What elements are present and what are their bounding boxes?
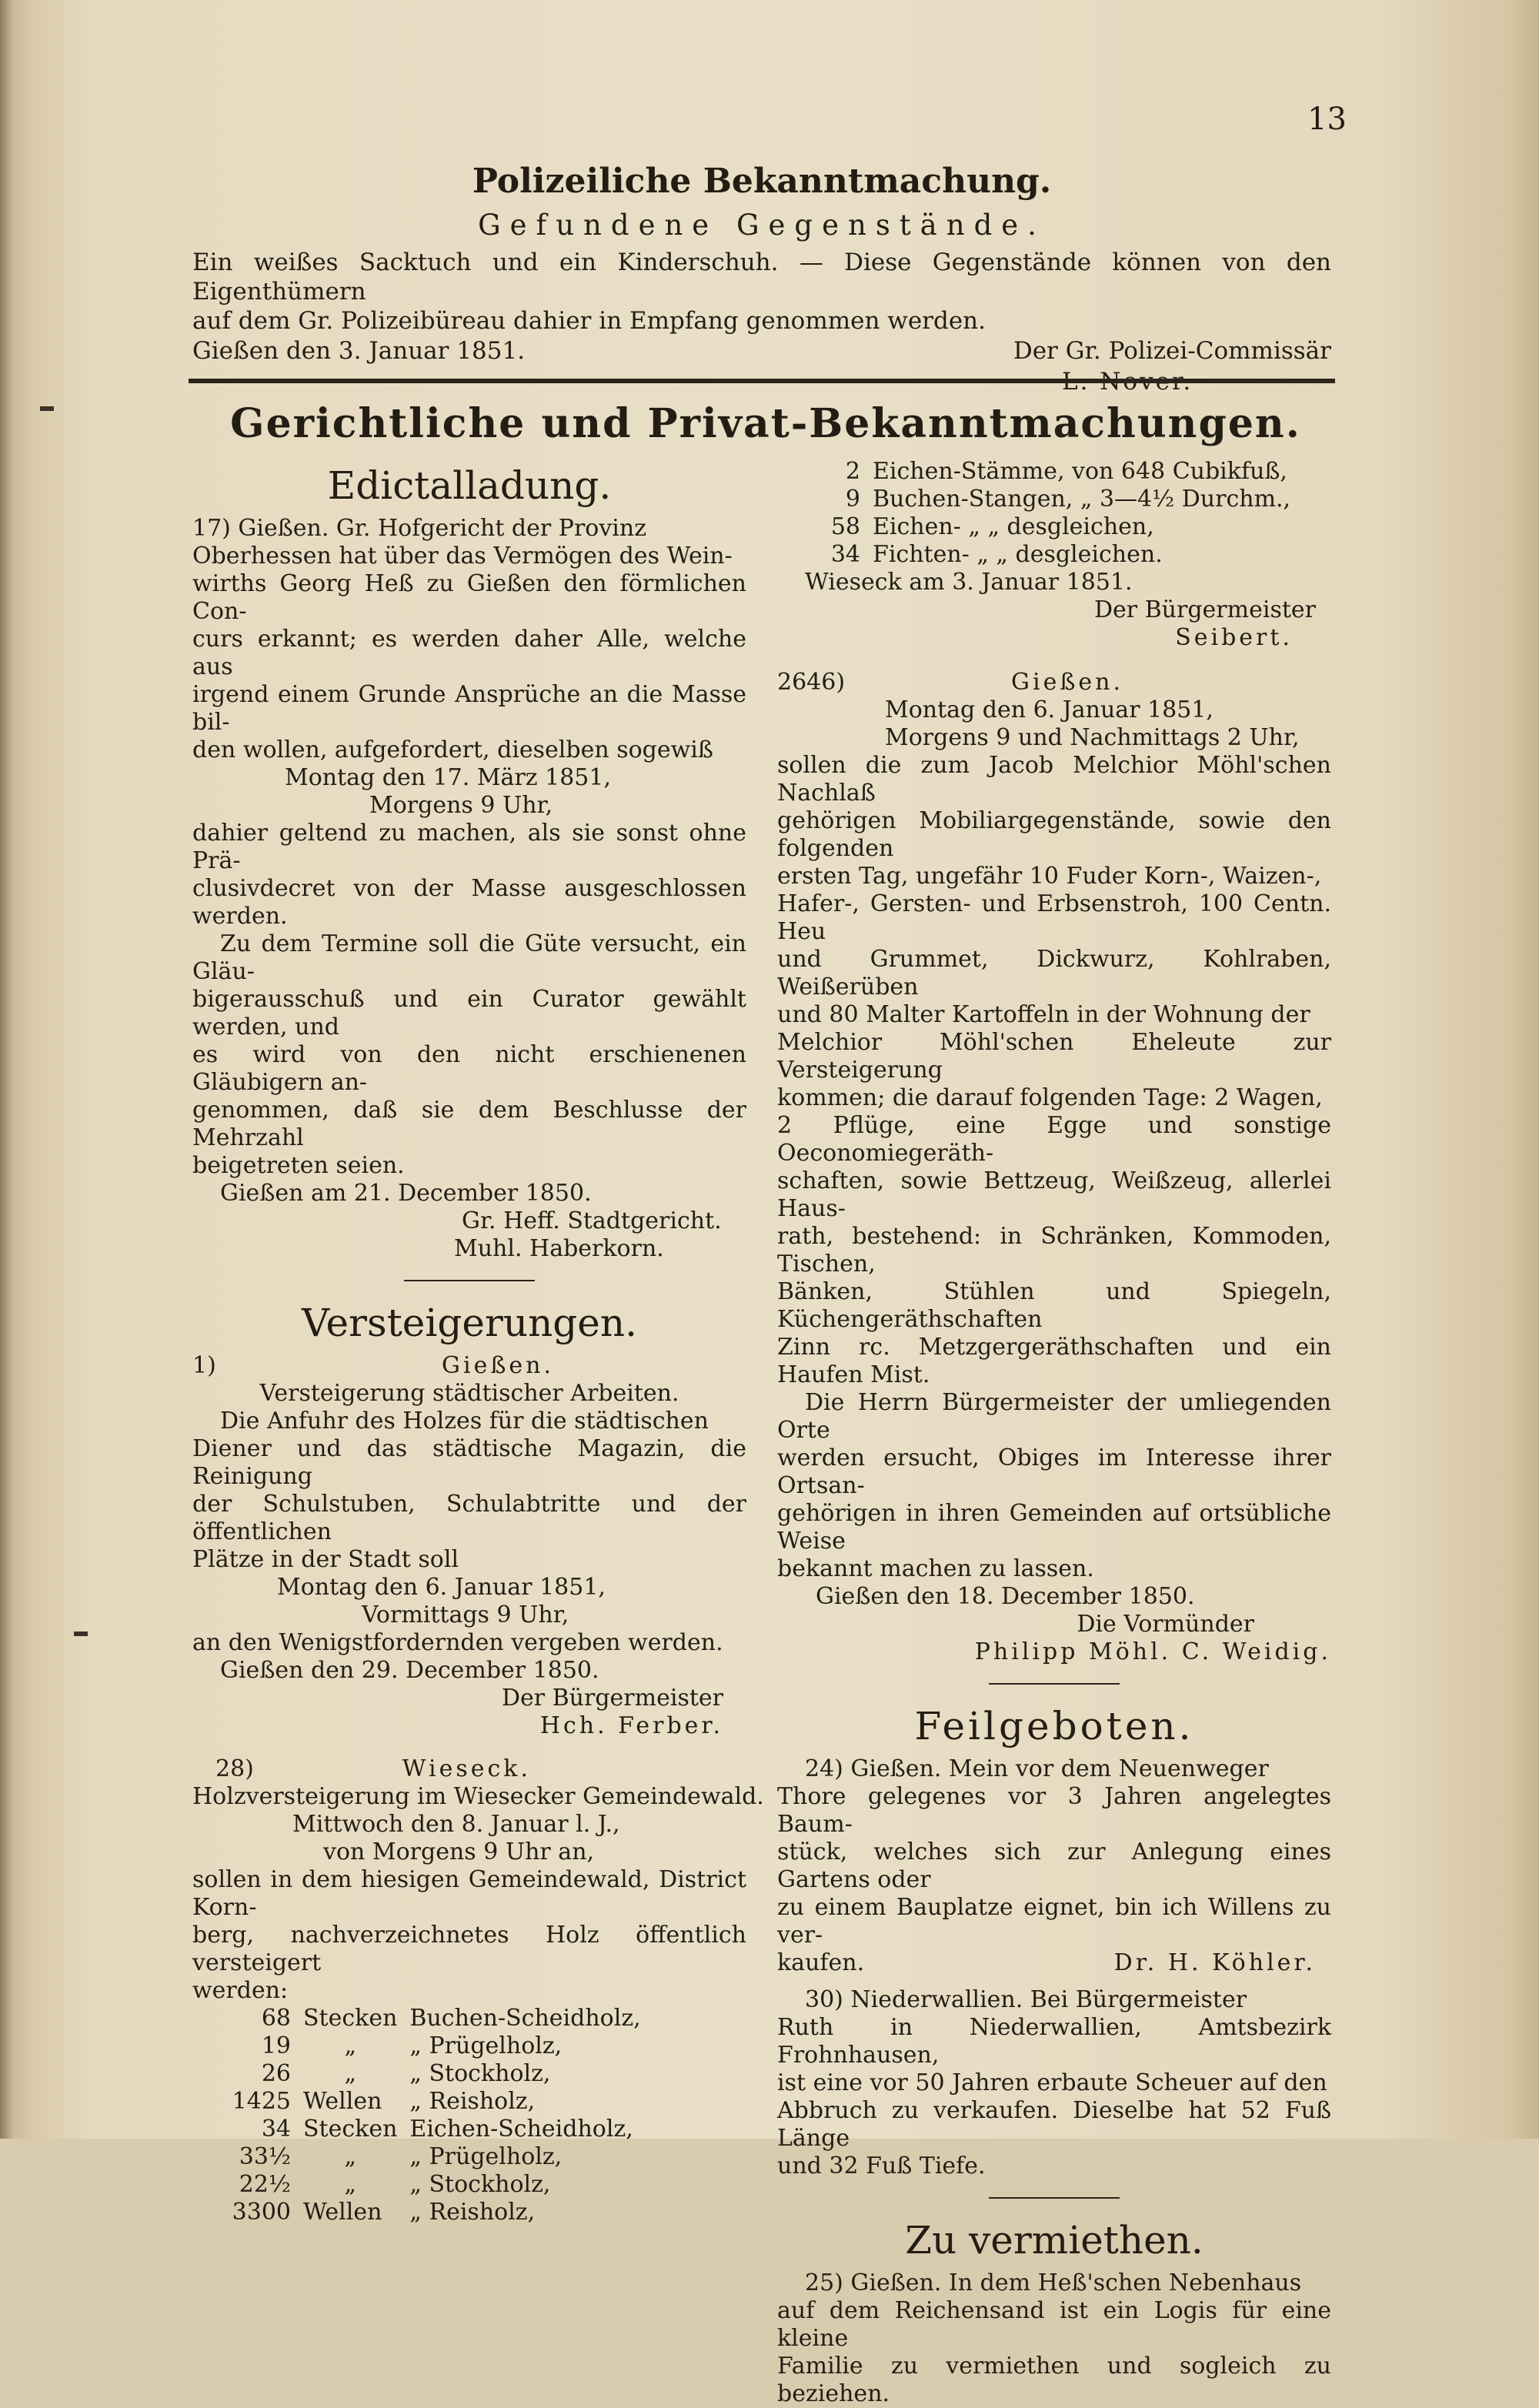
binding-edge xyxy=(0,0,12,2139)
edictal-line: den wollen, aufgefordert, dieselben sogewiß xyxy=(192,736,713,763)
item-desc: Eichen- „ „ desgleichen, xyxy=(873,513,1154,540)
item-qty: 33½ xyxy=(239,2143,291,2170)
vermiethen-line: Familie zu vermiethen und sogleich zu beziehen. xyxy=(777,2353,1331,2407)
auction-line: und 80 Malter Kartoffeln in der Wohnung der xyxy=(777,1001,1310,1028)
margin-mark xyxy=(74,1631,88,1636)
item-desc: „ Prügelholz, xyxy=(409,2143,563,2170)
list-item xyxy=(816,541,1297,569)
edictal-line: curs erkannt; es werden daher Alle, welche aus xyxy=(192,626,746,680)
list-item xyxy=(215,2005,647,2032)
auction-line: und Grummet, Dickwurz, Kohlraben, Weißerüben xyxy=(777,946,1331,1000)
feilgeboten-signature: Dr. H. Köhler. xyxy=(1113,1949,1316,1976)
item-desc: Fichten- „ „ desgleichen. xyxy=(873,541,1163,568)
versteigerung-signature-title: Der Bürgermeister xyxy=(501,1685,723,1712)
police-subtitle: Gefundene Gegenstände. xyxy=(478,209,1046,242)
auction-line: Hafer-, Gersten- und Erbsenstroh, 100 Centn. Heu xyxy=(777,890,1331,945)
margin-mark xyxy=(40,406,54,411)
auction-line: kommen; die darauf folgenden Tage: 2 Wagen, xyxy=(777,1084,1323,1111)
item-qty: 68 xyxy=(261,2005,291,2032)
auction-line: bekannt machen zu lassen. xyxy=(777,1555,1094,1582)
item-unit: Stecken xyxy=(303,2116,398,2142)
list-item xyxy=(816,486,1297,513)
auction-line: Bänken, Stühlen und Spiegeln, Küchengeräthschaften xyxy=(777,1278,1331,1333)
divider xyxy=(989,1683,1120,1685)
item-qty: 19 xyxy=(261,2032,291,2059)
police-body-line: auf dem Gr. Polizeibüreau dahier in Empfang genommen werden. xyxy=(192,307,986,335)
edictal-line: bigerausschuß und ein Curator gewählt werden, und xyxy=(192,986,746,1040)
feilgeboten-line: 24) Gießen. Mein vor dem Neuenweger xyxy=(805,1755,1269,1782)
item-unit: „ xyxy=(344,2032,356,2059)
edictal-line: dahier geltend zu machen, als sie sonst ohne Prä- xyxy=(192,820,746,874)
list-item xyxy=(215,2088,647,2116)
list-item xyxy=(816,513,1297,541)
edictal-court: Gr. Heff. Stadtgericht. xyxy=(462,1207,722,1234)
auction-line: gehörigen in ihren Gemeinden auf ortsübliche Weise xyxy=(777,1500,1331,1555)
item-desc: Buchen-Stangen, „ 3—4½ Durchm., xyxy=(873,486,1291,513)
item-desc: Eichen-Stämme, von 648 Cubikfuß, xyxy=(873,458,1287,485)
wieseck-date-line: Mittwoch den 8. Januar l. J., xyxy=(292,1811,620,1838)
wieseck-place: Wieseck. xyxy=(402,1755,531,1782)
section-title: Gerichtliche und Privat-Bekanntmachungen. xyxy=(230,400,1301,447)
list-item xyxy=(215,2060,647,2088)
item-desc: „ Stockholz, xyxy=(409,2171,551,2198)
feilgeboten-line: Abbruch zu verkaufen. Dieselbe hat 52 Fuß Länge xyxy=(777,2097,1331,2152)
edictal-line: Zu dem Termine soll die Güte versucht, ein Gläu- xyxy=(192,930,746,985)
vermiethen-line: auf dem Reichensand ist ein Logis für eine kleine xyxy=(777,2297,1331,2352)
versteigerung-subhead: Versteigerung städtischer Arbeiten. xyxy=(259,1380,679,1407)
edictal-line: irgend einem Grunde Ansprüche an die Masse bil- xyxy=(192,681,746,736)
wieseck-line: sollen in dem hiesigen Gemeindewald, District Korn- xyxy=(192,1866,746,1921)
feilgeboten-line: 30) Niederwallien. Bei Bürgermeister xyxy=(805,1986,1247,2013)
auction-number: 2646) xyxy=(777,669,846,696)
feilgeboten-line: ist eine vor 50 Jahren erbaute Scheuer auf den xyxy=(777,2069,1327,2096)
wood-list-continued xyxy=(816,458,1297,569)
wieseck-line: berg, nachverzeichnetes Holz öffentlich versteigert xyxy=(192,1922,746,1976)
wieseck-subhead: Holzversteigerung im Wiesecker Gemeindewald. xyxy=(192,1783,764,1810)
item-desc: „ Reisholz, xyxy=(409,2199,536,2226)
auction-line: Melchior Möhl'schen Eheleute zur Versteigerung xyxy=(777,1029,1331,1084)
edictal-names: Muhl. Haberkorn. xyxy=(454,1235,664,1262)
auction-line: sollen die zum Jacob Melchior Möhl'schen Nachlaß xyxy=(777,752,1331,807)
item-qty: 2 xyxy=(845,458,860,485)
versteigerung-time-line: Vormittags 9 Uhr, xyxy=(362,1601,569,1628)
vermiethen-line: 25) Gießen. In dem Heß'schen Nebenhaus xyxy=(805,2269,1302,2296)
vermiethen-heading: Zu vermiethen. xyxy=(905,2218,1203,2263)
versteigerung-place: Gießen. xyxy=(442,1352,554,1379)
item-unit: „ xyxy=(344,2060,356,2087)
edictal-line: clusivdecret von der Masse ausgeschlossen werden. xyxy=(192,875,746,930)
divider xyxy=(404,1280,535,1281)
edictal-line: es wird von den nicht erschienenen Gläubigern an- xyxy=(192,1041,746,1096)
edictal-time-line: Morgens 9 Uhr, xyxy=(369,792,553,819)
list-item xyxy=(215,2032,647,2060)
wood-list xyxy=(215,2005,647,2226)
auction-line: rath, bestehend: in Schränken, Kommoden, Tischen, xyxy=(777,1223,1331,1277)
versteigerung-line: Die Anfuhr des Holzes für die städtischen xyxy=(220,1408,709,1434)
item-qty: 34 xyxy=(261,2116,291,2142)
item-desc: „ Prügelholz, xyxy=(409,2032,563,2059)
item-unit: „ xyxy=(344,2143,356,2170)
feilgeboten-line: Ruth in Niederwallien, Amtsbezirk Frohnhausen, xyxy=(777,2014,1331,2069)
auction-line: gehörigen Mobiliargegenstände, sowie den folgenden xyxy=(777,807,1331,862)
auction-date-line: Montag den 6. Januar 1851, xyxy=(885,696,1214,723)
item-desc: „ Stockholz, xyxy=(409,2060,551,2087)
wieseck-line: werden: xyxy=(192,1977,289,2004)
item-unit: „ xyxy=(344,2171,356,2198)
edictal-line: beigetreten seien. xyxy=(192,1152,405,1179)
list-item xyxy=(215,2143,647,2171)
item-qty: 58 xyxy=(830,513,860,540)
list-item xyxy=(215,2199,647,2226)
versteigerung-line: der Schulstuben, Schulabtritte und der öffentlichen xyxy=(192,1491,746,1545)
wieseck-signature-name: Seibert. xyxy=(1175,624,1293,651)
feilgeboten-line: zu einem Bauplatze eignet, bin ich Willens zu ver- xyxy=(777,1894,1331,1949)
edictal-line: 17) Gießen. Gr. Hofgericht der Provinz xyxy=(192,515,647,542)
edictal-line: Oberhessen hat über das Vermögen des Wein- xyxy=(192,543,733,569)
wieseck-time-line: von Morgens 9 Uhr an, xyxy=(323,1839,595,1865)
auction-line: schaften, sowie Bettzeug, Weißzeug, allerlei Haus- xyxy=(777,1167,1331,1222)
versteigerungen-heading: Versteigerungen. xyxy=(302,1301,637,1345)
feilgeboten-heading: Feilgeboten. xyxy=(914,1704,1194,1748)
item-qty: 26 xyxy=(261,2060,291,2087)
versteigerung-signature-name: Hch. Ferber. xyxy=(539,1712,723,1739)
page-number: 13 xyxy=(1307,102,1347,137)
item-unit: Wellen xyxy=(303,2088,382,2115)
versteigerung-line: Plätze in der Stadt soll xyxy=(192,1546,459,1573)
auction-place: Gießen. xyxy=(1011,669,1123,696)
edictal-date-line: Montag den 17. März 1851, xyxy=(285,764,612,791)
auction-line: 2 Pflüge, eine Egge und sonstige Oeconomiegeräth- xyxy=(777,1112,1331,1167)
edictal-heading: Edictalladung. xyxy=(327,463,612,508)
list-item xyxy=(816,458,1297,486)
edictal-line: genommen, daß sie dem Beschlusse der Mehrzahl xyxy=(192,1097,746,1151)
wieseck-signature-title: Der Bürgermeister xyxy=(1093,596,1316,623)
item-qty: 9 xyxy=(845,486,860,513)
left-column xyxy=(192,458,764,2226)
item-desc: „ Reisholz, xyxy=(409,2088,536,2115)
police-notice xyxy=(192,162,1331,397)
item-qty: 3300 xyxy=(232,2199,291,2226)
item-unit: Wellen xyxy=(303,2199,382,2226)
police-title: Polizeiliche Bekanntmachung. xyxy=(472,162,1052,201)
versteigerung-line: an den Wenigstfordernden vergeben werden. xyxy=(192,1629,723,1656)
auction-line: werden ersucht, Obiges im Interesse ihrer Ortsan- xyxy=(777,1444,1331,1499)
item-qty: 34 xyxy=(830,541,860,568)
versteigerung-place-date: Gießen den 29. December 1850. xyxy=(220,1657,599,1684)
item-qty: 1425 xyxy=(232,2088,291,2115)
list-item xyxy=(215,2116,647,2143)
auction-signature-title: Die Vormünder xyxy=(1077,1611,1254,1638)
edictal-place-date: Gießen am 21. December 1850. xyxy=(220,1180,592,1207)
item-qty: 22½ xyxy=(239,2171,291,2198)
item-unit: Stecken xyxy=(303,2005,398,2032)
auction-signature-names: Philipp Möhl. C. Weidig. xyxy=(974,1638,1331,1665)
police-signature-title: Der Gr. Polizei-Commissär xyxy=(1013,337,1331,365)
list-item xyxy=(215,2171,647,2199)
right-column xyxy=(777,458,1331,2408)
wieseck-place-date: Wieseck am 3. Januar 1851. xyxy=(805,569,1133,596)
auction-time-line: Morgens 9 und Nachmittags 2 Uhr, xyxy=(885,724,1300,751)
divider xyxy=(989,2197,1120,2199)
versteigerung-number: 1) xyxy=(192,1352,216,1379)
feilgeboten-line: und 32 Fuß Tiefe. xyxy=(777,2153,986,2179)
feilgeboten-line: kaufen. xyxy=(777,1949,865,1976)
item-desc: Eichen-Scheidholz, xyxy=(409,2116,633,2142)
auction-line: ersten Tag, ungefähr 10 Fuder Korn-, Waizen-, xyxy=(777,863,1322,890)
item-desc: Buchen-Scheidholz, xyxy=(409,2005,641,2032)
section-divider xyxy=(189,379,1335,383)
auction-place-date: Gießen den 18. December 1850. xyxy=(816,1583,1195,1610)
feilgeboten-line: stück, welches sich zur Anlegung eines Gartens oder xyxy=(777,1839,1331,1893)
versteigerung-date-line: Montag den 6. Januar 1851, xyxy=(277,1574,606,1601)
edictal-line: wirths Georg Heß zu Gießen den förmlichen Con- xyxy=(192,570,746,625)
police-date: Gießen den 3. Januar 1851. xyxy=(192,337,526,365)
auction-line: Die Herrn Bürgermeister der umliegenden Orte xyxy=(777,1389,1331,1444)
wieseck-number: 28) xyxy=(215,1755,254,1782)
police-body-line: Ein weißes Sacktuch und ein Kinderschuh. — Diese Gegenstände können von den Eigenthümern xyxy=(192,249,1331,306)
versteigerung-line: Diener und das städtische Magazin, die Reinigung xyxy=(192,1435,746,1490)
auction-line: Zinn rc. Metzgergeräthschaften und ein Haufen Mist. xyxy=(777,1334,1331,1388)
feilgeboten-line: Thore gelegenes vor 3 Jahren angelegtes Baum- xyxy=(777,1783,1331,1838)
